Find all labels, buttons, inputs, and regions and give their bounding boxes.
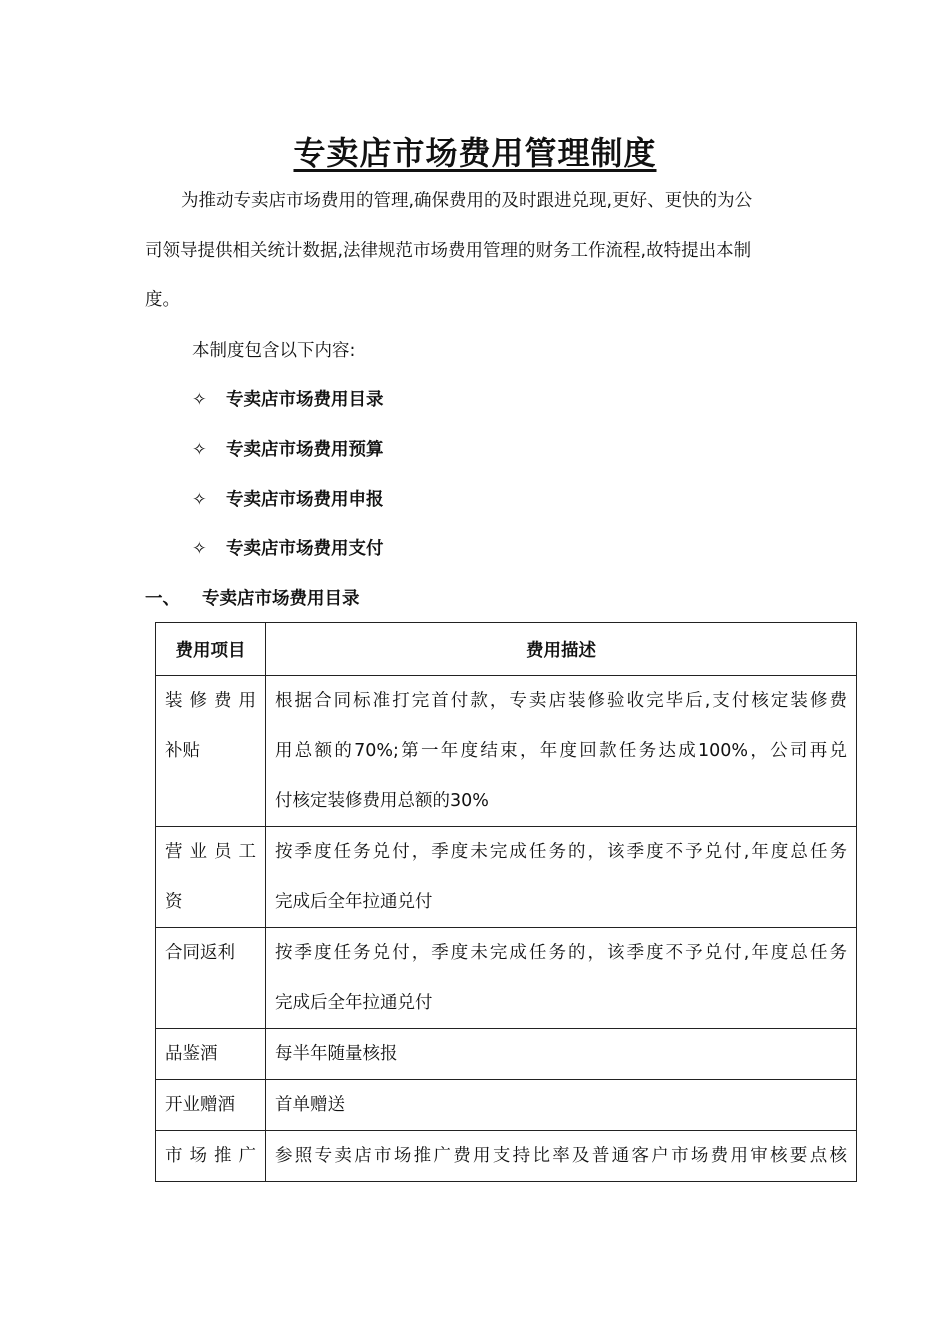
description-text: 付核定装修费用总额的30% (275, 791, 489, 811)
description-text: 参照专卖店市场推广费用支持比率及普通客户市场费用审核要点核 (275, 1146, 847, 1166)
diamond-star-icon: ✧ (192, 539, 207, 559)
item-cell (156, 827, 266, 928)
intro-line-1: 为推动专卖店市场费用的管理,确保费用的及时跟进兑现,更好、更快的为公 (181, 191, 753, 211)
table-row (156, 928, 857, 1029)
description-text: 每半年随量核报 (275, 1044, 398, 1064)
item-cell (156, 928, 266, 1029)
bullet-item (192, 488, 384, 512)
description-text: 按季度任务兑付，季度未完成任务的，该季度不予兑付,年度总任务 (275, 943, 847, 963)
item-text: 营业员工 (165, 842, 256, 862)
description-cell (266, 827, 857, 928)
item-cell (156, 676, 266, 827)
description-text: 首单赠送 (275, 1095, 345, 1115)
description-cell (266, 1029, 857, 1080)
bullet-text: 专卖店市场费用预算 (226, 440, 384, 460)
bullet-text: 专卖店市场费用支付 (226, 539, 384, 559)
bullet-item (192, 438, 384, 462)
table-row (156, 676, 857, 827)
table-row (156, 827, 857, 928)
diamond-star-icon: ✧ (192, 490, 207, 510)
section-number: 一、 (145, 589, 180, 609)
diamond-star-icon: ✧ (192, 440, 207, 460)
document-title: 专卖店市场费用管理制度 (293, 134, 657, 172)
fee-catalog-table (155, 622, 857, 1182)
description-cell (266, 1080, 857, 1131)
section-heading (145, 587, 360, 611)
item-text: 补贴 (165, 741, 200, 761)
table-row (156, 1029, 857, 1080)
bullet-text: 专卖店市场费用申报 (226, 490, 384, 510)
description-text: 完成后全年拉通兑付 (275, 993, 433, 1013)
bullet-item (192, 537, 384, 561)
table-row (156, 1080, 857, 1131)
bullet-item (192, 388, 384, 412)
table-row (156, 1131, 857, 1182)
description-cell (266, 928, 857, 1029)
description-cell (266, 676, 857, 827)
item-text: 装修费用 (165, 691, 256, 711)
header-cell-item: 费用项目 (156, 623, 266, 676)
intro-line-3: 度。 (145, 290, 180, 310)
item-text: 资 (165, 892, 183, 912)
header-cell-description: 费用描述 (266, 623, 857, 676)
item-cell (156, 1080, 266, 1131)
table-header-row (156, 623, 857, 676)
item-text: 开业赠酒 (165, 1095, 235, 1115)
description-text: 用总额的70%;第一年度结束，年度回款任务达成100%，公司再兑 (275, 741, 847, 761)
description-cell (266, 1131, 857, 1182)
item-cell (156, 1131, 266, 1182)
description-text: 按季度任务兑付，季度未完成任务的，该季度不予兑付,年度总任务 (275, 842, 847, 862)
item-cell (156, 1029, 266, 1080)
diamond-star-icon: ✧ (192, 390, 207, 410)
section-title: 专卖店市场费用目录 (202, 589, 360, 609)
contents-label: 本制度包含以下内容: (192, 341, 356, 361)
description-text: 根据合同标准打完首付款，专卖店装修验收完毕后,支付核定装修费 (275, 691, 847, 711)
item-text: 品鉴酒 (165, 1044, 218, 1064)
intro-line-2: 司领导提供相关统计数据,法律规范市场费用管理的财务工作流程,故特提出本制 (145, 241, 752, 261)
item-text: 合同返利 (165, 943, 235, 963)
description-text: 完成后全年拉通兑付 (275, 892, 433, 912)
item-text: 市场推广 (165, 1146, 256, 1166)
bullet-text: 专卖店市场费用目录 (226, 390, 384, 410)
